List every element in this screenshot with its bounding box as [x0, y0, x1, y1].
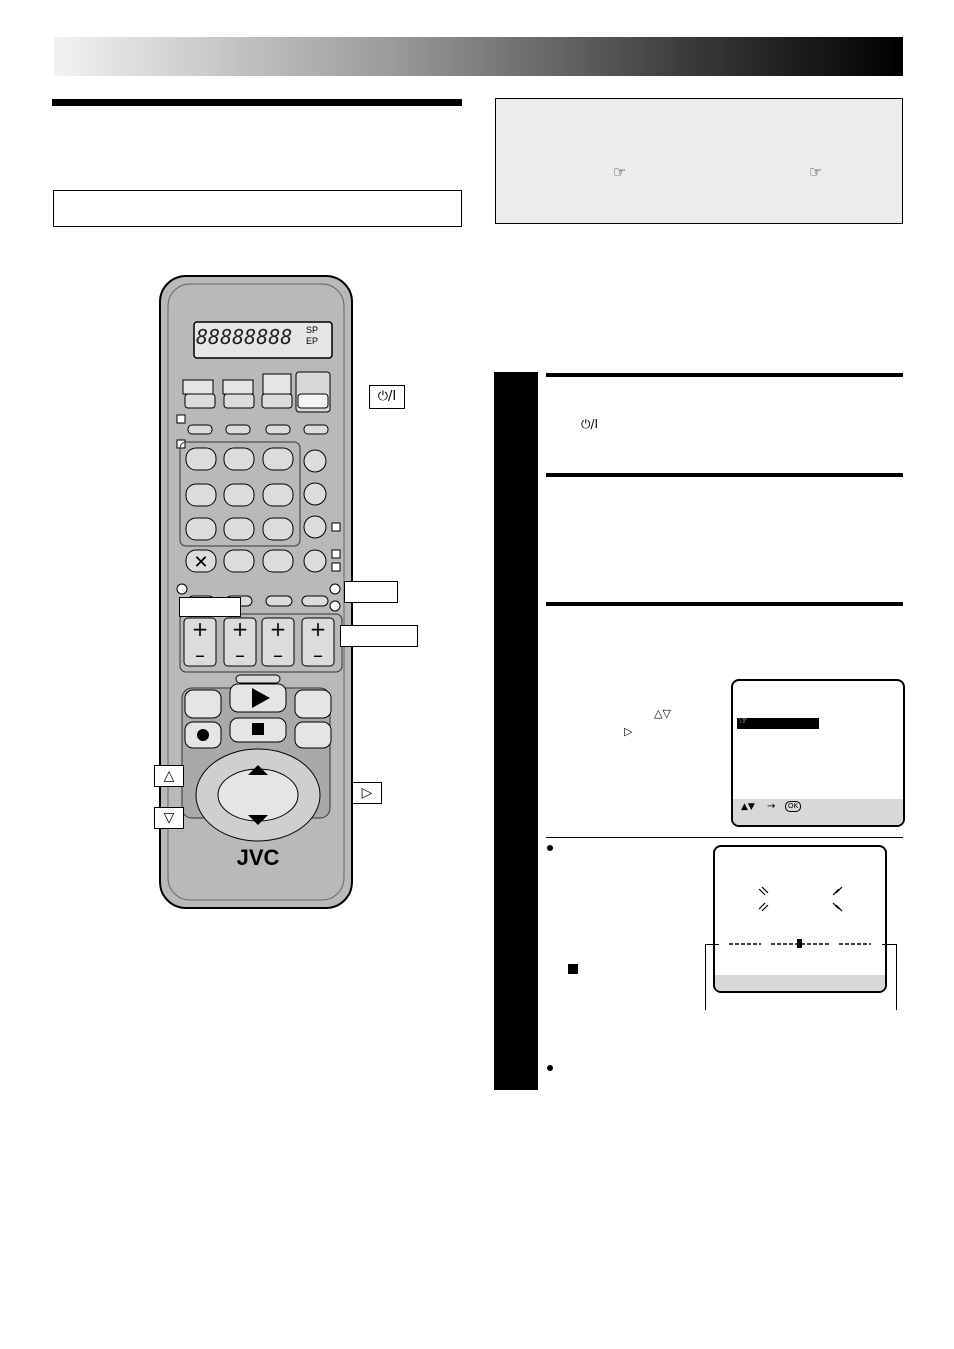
- pointing-hand-icon: ☞: [809, 163, 823, 181]
- tracking-screen-footer: [715, 975, 885, 991]
- arrow-right-icon: →: [767, 801, 776, 812]
- step3-rule: [546, 602, 903, 606]
- power-callout-label: ⏻/I: [369, 385, 405, 409]
- svg-text:–: –: [313, 643, 323, 667]
- step1-rule: [546, 373, 903, 377]
- note-box: [495, 98, 903, 224]
- remote-display-ep: EP: [306, 336, 319, 346]
- bracket-right-top: [882, 944, 896, 945]
- remote-display-sp: SP: [306, 325, 319, 335]
- section-title-rule: [52, 99, 462, 106]
- menu-screen: [731, 679, 905, 827]
- svg-text:+: +: [269, 617, 287, 641]
- svg-text:+: +: [231, 617, 249, 641]
- bracket-right-line: [896, 944, 897, 1010]
- thin-divider: [546, 837, 903, 838]
- up-down-arrows: △▽: [654, 707, 671, 720]
- brand-logo-text: JVC: [236, 845, 280, 870]
- remote-display-digits: 88888888: [196, 325, 293, 349]
- svg-text:–: –: [195, 643, 205, 667]
- bullet: [547, 845, 553, 851]
- menu-highlight-bar: [737, 718, 819, 729]
- svg-text:–: –: [273, 643, 283, 667]
- menu-screen-footer: [733, 799, 903, 825]
- tracking-screen: [713, 845, 887, 993]
- square-marker: [568, 964, 578, 974]
- svg-text:+: +: [191, 617, 209, 641]
- tracking-marks: [715, 847, 885, 991]
- right-arrow: ▷: [624, 725, 633, 738]
- svg-text:–: –: [235, 643, 245, 667]
- bullet: [547, 1065, 553, 1071]
- power-symbol: ⏻/I: [581, 417, 599, 431]
- bracket-left-top: [705, 944, 719, 945]
- header-gradient-bar: [54, 37, 903, 76]
- pointing-hand-icon: ☞: [613, 163, 627, 181]
- down-arrow-callout: ▽: [154, 807, 184, 829]
- bracket-left-line: [705, 944, 706, 1010]
- svg-text:+: +: [309, 617, 327, 641]
- menu-left-callout-label: [179, 597, 241, 617]
- svg-text:✕: ✕: [193, 552, 209, 573]
- step2-rule: [546, 473, 903, 477]
- plus-callout-label: [340, 625, 418, 647]
- up-arrow-callout: △: [154, 765, 184, 787]
- menu-callout-label: [344, 581, 398, 603]
- up-down-icon: ▲▼: [741, 802, 755, 812]
- right-arrow-callout: ▷: [352, 782, 382, 804]
- ok-button-icon: OK: [785, 801, 801, 812]
- step-tab: [494, 372, 538, 1090]
- pointing-hand-icon: ☞: [739, 716, 748, 727]
- info-box: [53, 190, 462, 227]
